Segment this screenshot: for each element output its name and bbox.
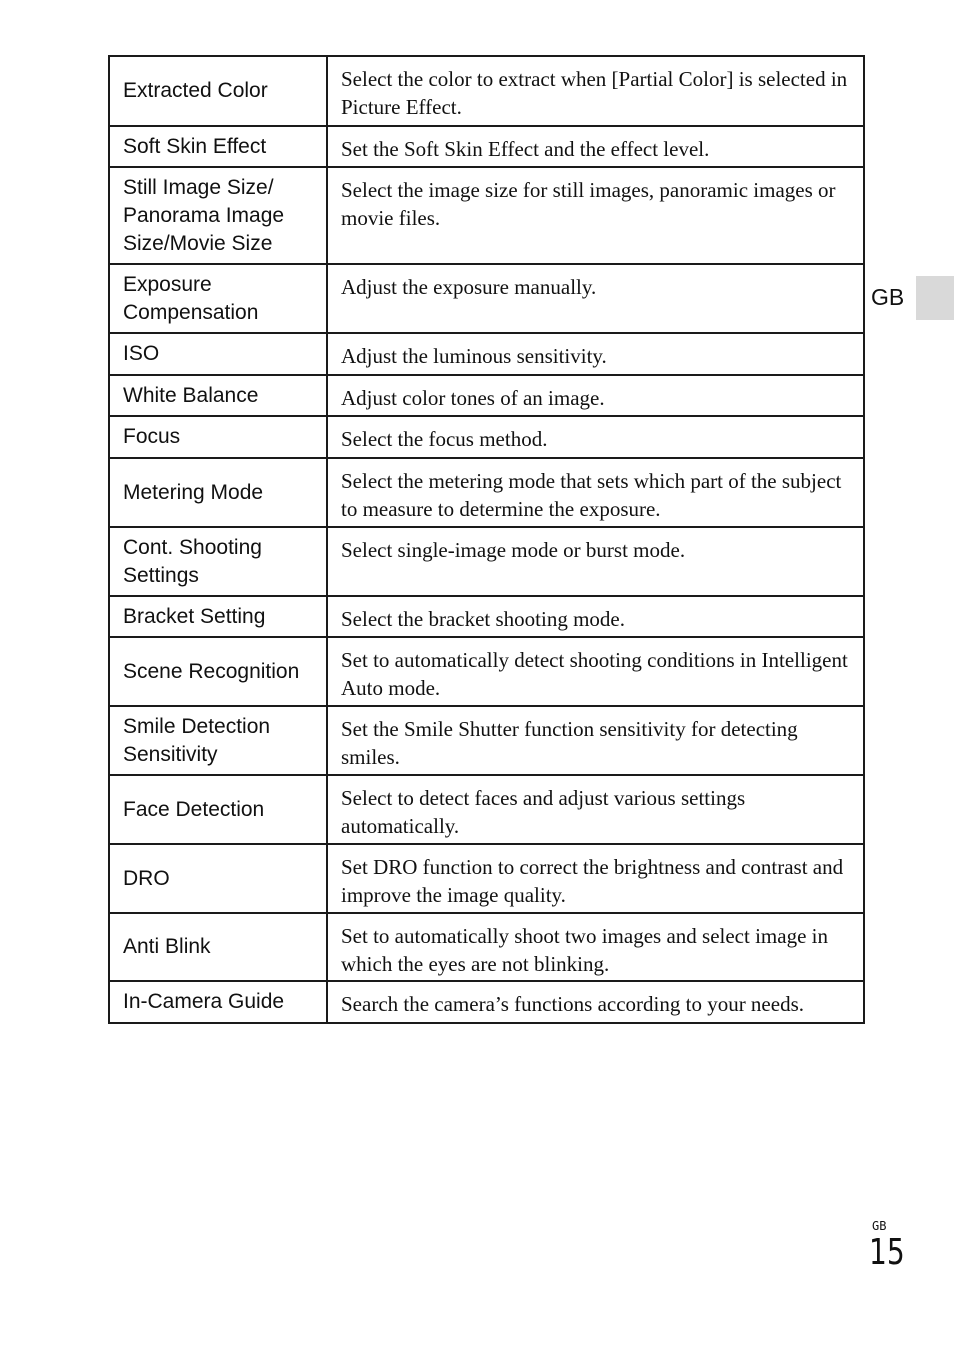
setting-name: Cont. Shooting Settings [109, 527, 327, 596]
setting-name: DRO [109, 844, 327, 913]
setting-name: In-Camera Guide [109, 981, 327, 1023]
table-row [109, 913, 864, 981]
setting-description: Select to detect faces and adjust various settings automatically. [327, 775, 864, 844]
table-row [109, 981, 864, 1023]
setting-description: Select single-image mode or burst mode. [327, 527, 864, 596]
setting-description: Select the focus method. [327, 416, 864, 458]
language-side-tab [916, 276, 954, 320]
setting-name: Exposure Compensation [109, 264, 327, 333]
setting-description: Adjust color tones of an image. [327, 375, 864, 416]
setting-name: Focus [109, 416, 327, 458]
setting-description: Select the bracket shooting mode. [327, 596, 864, 637]
setting-name: Soft Skin Effect [109, 126, 327, 167]
table-row [109, 844, 864, 913]
table-row [109, 264, 864, 333]
table-row [109, 527, 864, 596]
setting-name: Scene Recognition [109, 637, 327, 706]
setting-name: Bracket Setting [109, 596, 327, 637]
setting-description: Select the metering mode that sets which part of the subject to measure to determine the exposure. [327, 458, 864, 527]
language-tab-label: GB [871, 284, 905, 310]
setting-description: Set to automatically detect shooting conditions in Intelligent Auto mode. [327, 637, 864, 706]
table-row [109, 706, 864, 775]
setting-description: Set DRO function to correct the brightness and contrast and improve the image quality. [327, 844, 864, 913]
setting-description: Search the camera’s functions according to your needs. [327, 981, 864, 1023]
settings-table [108, 55, 865, 1024]
setting-name: Anti Blink [109, 913, 327, 981]
setting-name: ISO [109, 333, 327, 375]
setting-name: Still Image Size/ Panorama Image Size/Movie Size [109, 167, 327, 264]
setting-name: Metering Mode [109, 458, 327, 527]
setting-description: Select the color to extract when [Partial Color] is selected in Picture Effect. [327, 56, 864, 126]
footer-language-code: GB [872, 1219, 887, 1233]
setting-description: Adjust the luminous sensitivity. [327, 333, 864, 375]
setting-description: Adjust the exposure manually. [327, 264, 864, 333]
table-row [109, 375, 864, 416]
setting-name: Extracted Color [109, 56, 327, 126]
setting-name: Smile Detection Sensitivity [109, 706, 327, 775]
setting-description: Select the image size for still images, panoramic images or movie files. [327, 167, 864, 264]
table-row [109, 637, 864, 706]
table-row [109, 333, 864, 375]
table-row [109, 596, 864, 637]
setting-description: Set the Smile Shutter function sensitivity for detecting smiles. [327, 706, 864, 775]
page-number: 15 [869, 1232, 905, 1273]
setting-name: Face Detection [109, 775, 327, 844]
table-row [109, 775, 864, 844]
table-row [109, 126, 864, 167]
setting-name: White Balance [109, 375, 327, 416]
table-row [109, 167, 864, 264]
table-row [109, 416, 864, 458]
setting-description: Set the Soft Skin Effect and the effect level. [327, 126, 864, 167]
table-row [109, 458, 864, 527]
setting-description: Set to automatically shoot two images and select image in which the eyes are not blinking. [327, 913, 864, 981]
table-row [109, 56, 864, 126]
